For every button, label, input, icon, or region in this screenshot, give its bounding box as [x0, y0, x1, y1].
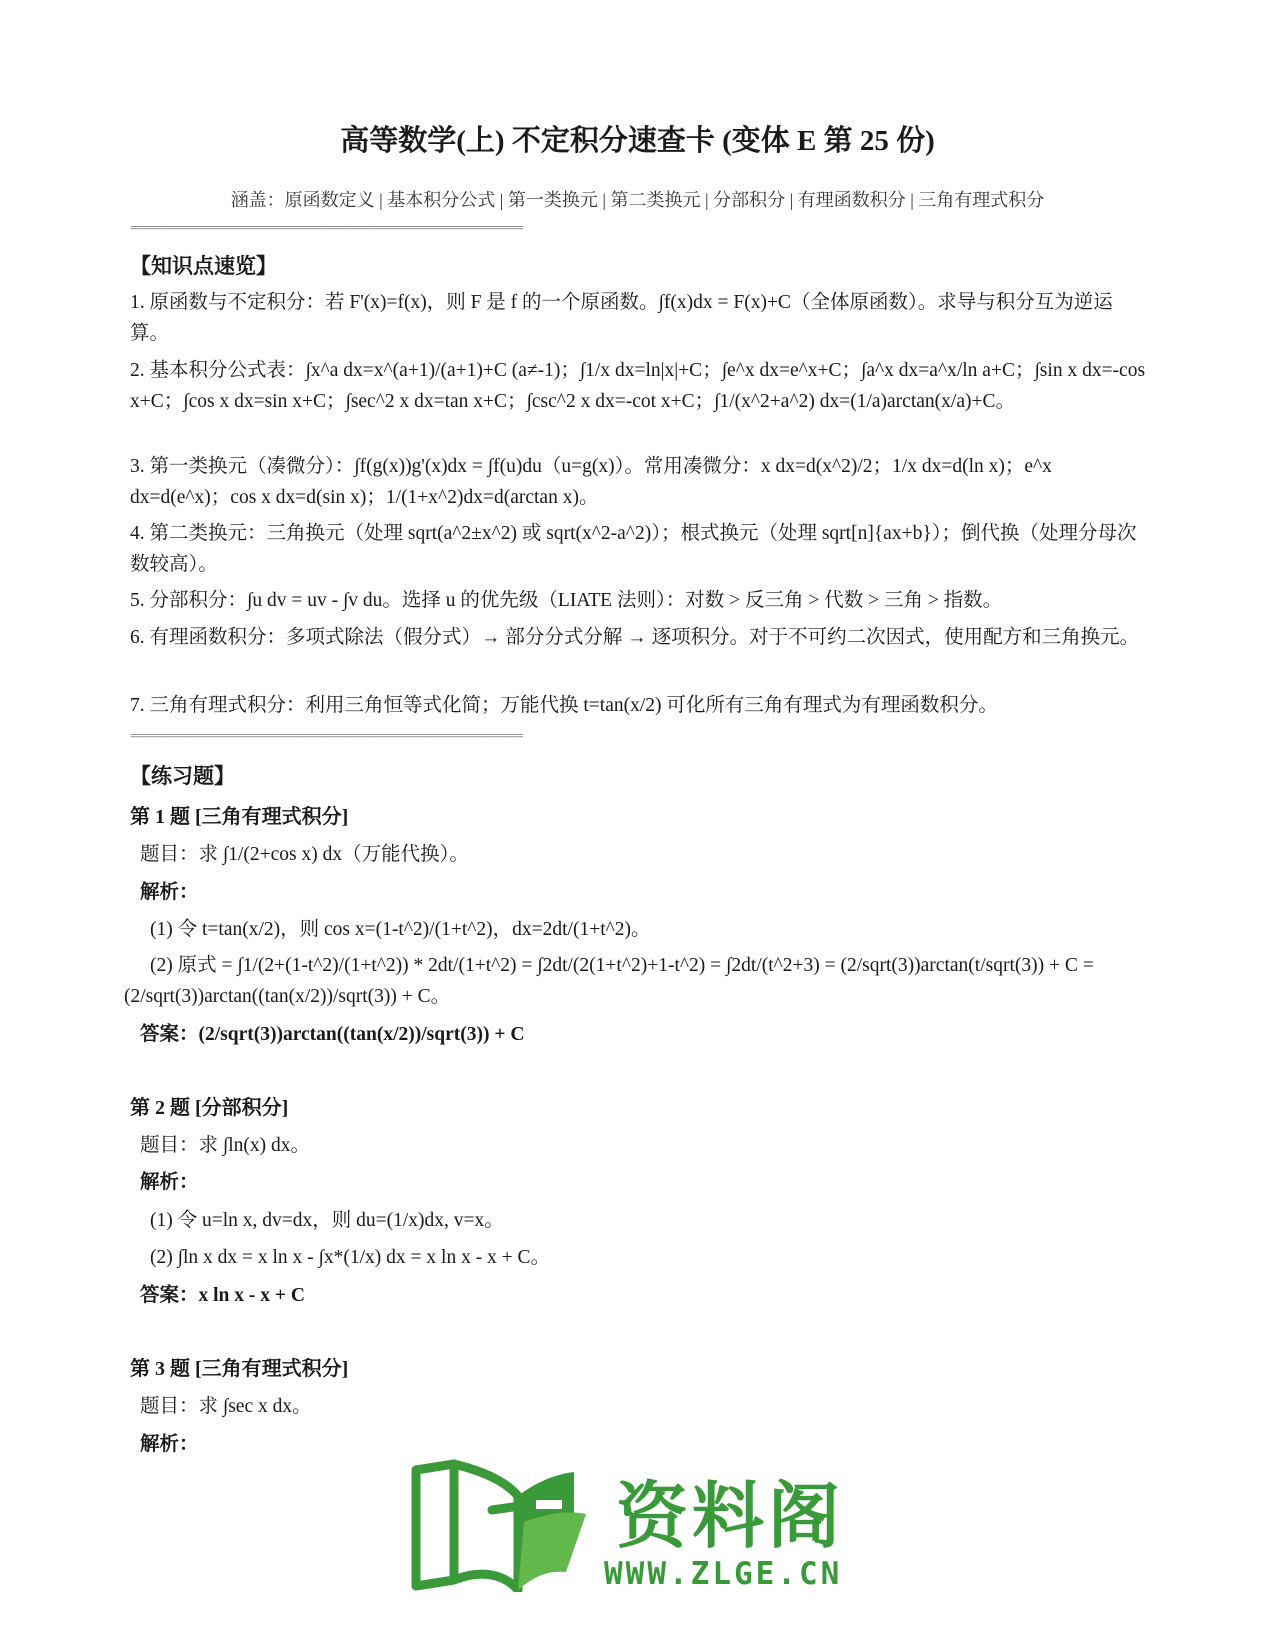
- question-1-step-2: (2) 原式 = ∫1/(2+(1-t^2)/(1+t^2)) * 2dt/(1+t^2) = ∫2dt/(2(1+t^2)+1-t^2) = ∫2dt/(t^2+3) = (2/sqrt(3))arctan(t/sqrt(3)) + C = (2/sqrt(3))arctan((tan(x/2))/sqrt(3)) + C。: [124, 955, 1094, 1007]
- knowledge-item: 6. 有理函数积分：多项式除法（假分式）→ 部分分式分解 → 逐项积分。对于不可约二次因式，使用配方和三角换元。: [130, 627, 1140, 648]
- question-2-text: 题目：求 ∫ln(x) dx。: [140, 1135, 310, 1156]
- question-3-title: 第 3 题 [三角有理式积分]: [130, 1358, 349, 1380]
- watermark-logo: [396, 1452, 876, 1592]
- question-3-analysis-label: 解析：: [140, 1434, 199, 1455]
- knowledge-heading: 【知识点速览】: [130, 254, 277, 278]
- separator-line: ================================================================: [130, 728, 523, 743]
- knowledge-item: 3. 第一类换元（凑微分）：∫f(g(x))g'(x)dx = ∫f(u)du（u=g(x)）。常用凑微分：x dx=d(x^2)/2；1/x dx=d(ln x)；e^x dx=d(e^x)；cos x dx=d(sin x)；1/(1+x^2)dx=d(arctan x)。: [130, 456, 1052, 508]
- question-2-title: 第 2 题 [分部积分]: [130, 1097, 289, 1119]
- knowledge-item: 1. 原函数与不定积分：若 F'(x)=f(x)，则 F 是 f 的一个原函数。∫f(x)dx = F(x)+C（全体原函数）。求导与积分互为逆运算。: [130, 292, 1113, 344]
- knowledge-item: 2. 基本积分公式表：∫x^a dx=x^(a+1)/(a+1)+C (a≠-1)；∫1/x dx=ln|x|+C；∫e^x dx=e^x+C；∫a^x dx=a^x/ln a+C；∫sin x dx=-cos x+C；∫cos x dx=sin x+C；∫sec^2 x dx=tan x+C；∫csc^2 x dx=-cot x+C；∫1/(x^2+a^2) dx=(1/a)arctan(x/a)+C。: [130, 360, 1146, 412]
- open-book-logo-icon: [396, 1452, 596, 1592]
- separator-line: ================================================================: [130, 220, 523, 235]
- knowledge-item: 4. 第二类换元：三角换元（处理 sqrt(a^2±x^2) 或 sqrt(x^2-a^2)）；根式换元（处理 sqrt[n]{ax+b}）；倒代换（处理分母次数较高）。: [130, 523, 1137, 575]
- practice-heading: 【练习题】: [130, 764, 235, 788]
- knowledge-item: 5. 分部积分：∫u dv = uv - ∫v du。选择 u 的优先级（LIATE 法则）：对数 > 反三角 > 代数 > 三角 > 指数。: [130, 590, 1003, 611]
- question-2-answer: 答案：x ln x - x + C: [140, 1285, 305, 1306]
- page-subtitle: 涵盖：原函数定义 | 基本积分公式 | 第一类换元 | 第二类换元 | 分部积分 | 有理函数积分 | 三角有理式积分: [230, 190, 1045, 210]
- question-1-text: 题目：求 ∫1/(2+cos x) dx（万能代换）。: [140, 844, 469, 865]
- question-1-analysis-label: 解析：: [140, 882, 199, 903]
- question-1-answer: 答案：(2/sqrt(3))arctan((tan(x/2))/sqrt(3)) + C: [140, 1024, 525, 1045]
- watermark-url: WWW.ZLGE.CN: [604, 1556, 843, 1592]
- question-1-step-1: (1) 令 t=tan(x/2)，则 cos x=(1-t^2)/(1+t^2)，dx=2dt/(1+t^2)。: [150, 919, 651, 940]
- knowledge-item: 7. 三角有理式积分：利用三角恒等式化简；万能代换 t=tan(x/2) 可化所有三角有理式为有理函数积分。: [130, 695, 998, 716]
- question-1-title: 第 1 题 [三角有理式积分]: [130, 806, 349, 828]
- question-2-step-1: (1) 令 u=ln x, dv=dx，则 du=(1/x)dx, v=x。: [150, 1210, 504, 1231]
- watermark-name: 资料阁: [616, 1474, 845, 1558]
- question-2-step-2: (2) ∫ln x dx = x ln x - ∫x*(1/x) dx = x ln x - x + C。: [150, 1247, 551, 1268]
- question-2-analysis-label: 解析：: [140, 1172, 199, 1193]
- page-title: 高等数学(上) 不定积分速查卡 (变体 E 第 25 份): [340, 125, 935, 157]
- question-3-text: 题目：求 ∫sec x dx。: [140, 1396, 312, 1417]
